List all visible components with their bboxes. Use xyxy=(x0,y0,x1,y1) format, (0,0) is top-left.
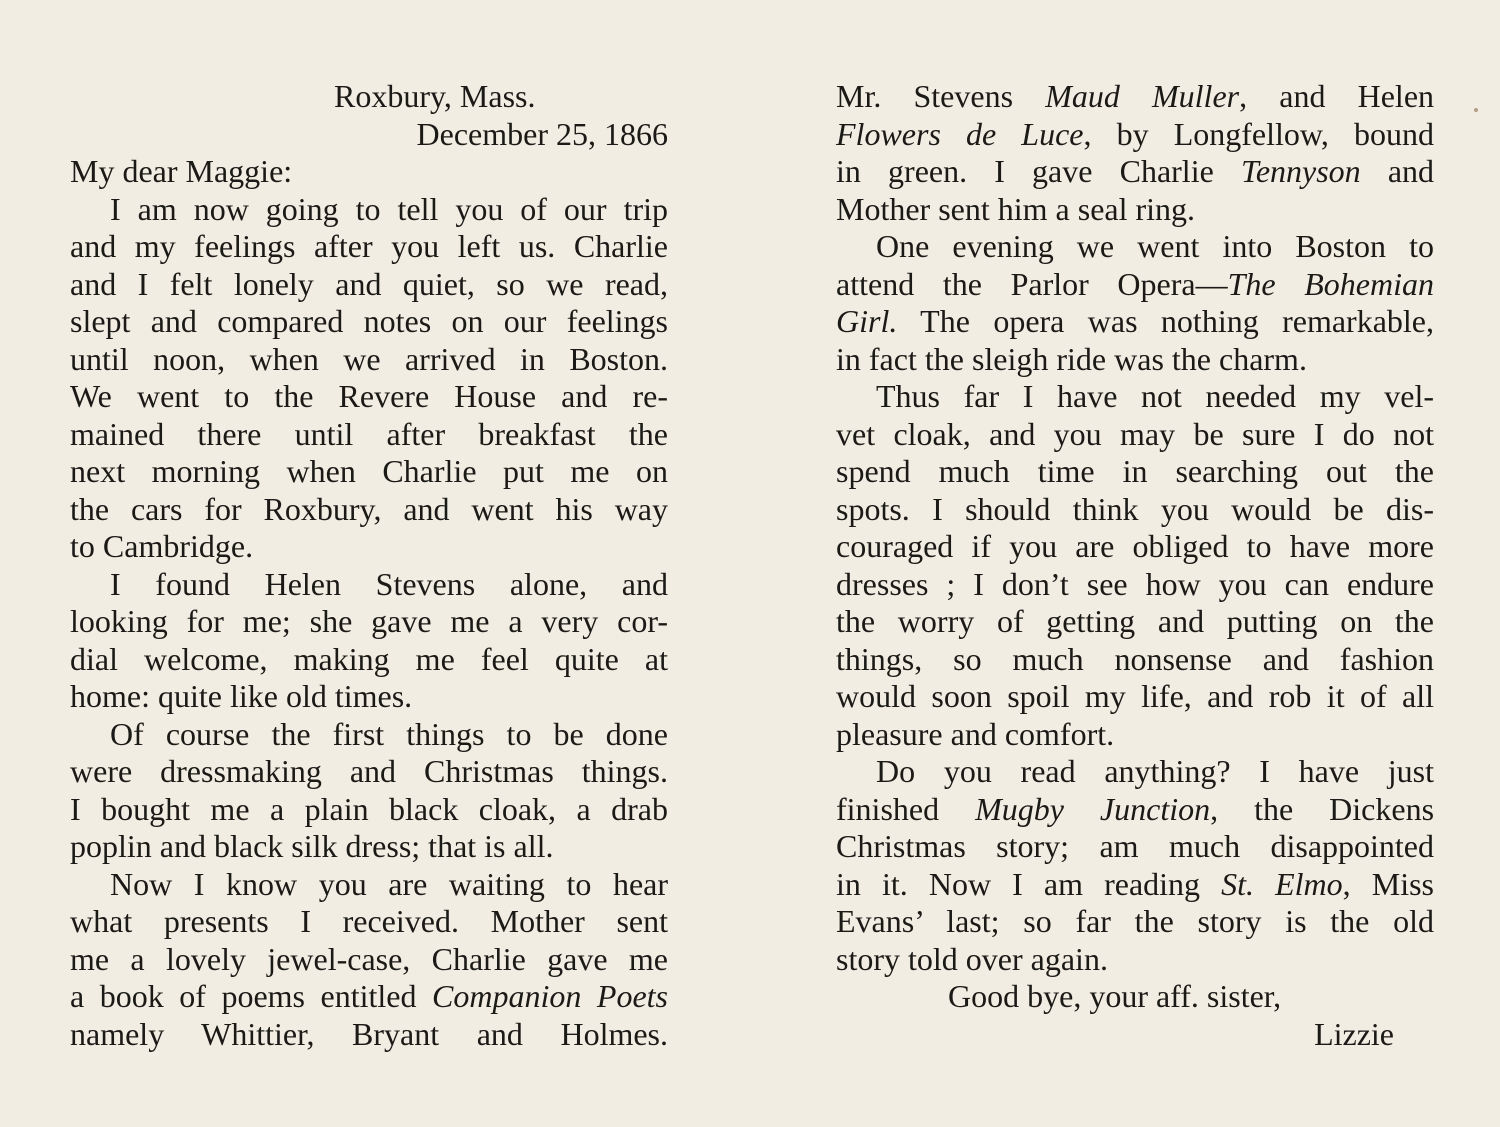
text-line: attend the Parlor Opera—The Bohemian xyxy=(836,265,1435,302)
text-line: spend much time in searching out the xyxy=(836,453,1434,489)
right-column xyxy=(836,78,1434,1053)
text-line: Girl. The opera was nothing remarkable, xyxy=(836,303,1435,339)
book-title: Maud Muller xyxy=(1045,78,1240,114)
letter-salutation: My dear Maggie: xyxy=(70,153,293,189)
text-line: dial welcome, making me feel quite at xyxy=(70,640,668,677)
text-line: the worry of getting and putting on the xyxy=(836,603,1434,639)
text-line: couraged if you are obliged to have more xyxy=(836,528,1434,564)
text-line: the cars for Roxbury, and went his way xyxy=(70,490,668,527)
letter-date: December 25, 1866 xyxy=(416,115,668,152)
text-line: story told over again. xyxy=(836,940,1108,977)
text-line: in fact the sleigh ride was the charm. xyxy=(836,340,1307,377)
book-title: Mugby Junction xyxy=(975,790,1211,827)
opera-title: The Bohemian xyxy=(1227,265,1435,302)
book-title: Tennyson xyxy=(1240,153,1361,189)
text-line: and my feelings after you left us. Charlie xyxy=(70,228,668,264)
text-line: in it. Now I am reading St. Elmo, Miss xyxy=(836,865,1435,902)
text-line: next morning when Charlie put me on xyxy=(70,453,668,489)
text-line: namely Whittier, Bryant and Holmes. xyxy=(70,1015,668,1052)
book-title: St. Elmo xyxy=(1221,865,1343,902)
text-line: looking for me; she gave me a very cor- xyxy=(70,603,668,639)
text-line: vet cloak, and you may be sure I do not xyxy=(836,415,1434,452)
text-line: Christmas story; am much disappointed xyxy=(836,828,1434,864)
paper-speck xyxy=(1474,108,1478,112)
text-line: We went to the Revere House and re- xyxy=(70,378,668,414)
text-line: Evans’ last; so far the story is the old xyxy=(836,903,1434,939)
text-line: Thus far I have not needed my vel- xyxy=(876,378,1434,414)
left-column xyxy=(70,78,668,1053)
book-title: Companion Poets xyxy=(432,978,668,1014)
text-line: until noon, when we arrived in Boston. xyxy=(70,340,668,377)
text-line: mained there until after breakfast the xyxy=(70,415,668,452)
opera-title: Girl. xyxy=(836,303,898,339)
text-line: home: quite like old times. xyxy=(70,678,413,714)
text-line: in green. I gave Charlie Tennyson and xyxy=(836,153,1435,189)
text-line: Flowers de Luce, by Longfellow, bound xyxy=(836,115,1435,152)
text-line: to Cambridge. xyxy=(70,528,254,564)
text-line: would soon spoil my life, and rob it of all xyxy=(836,678,1434,714)
text-line: pleasure and comfort. xyxy=(836,715,1115,752)
letter-closing: Good bye, your aff. sister, xyxy=(948,978,1282,1014)
text-line: Do you read anything? I have just xyxy=(876,753,1434,789)
text-line: One evening we went into Boston to xyxy=(876,228,1434,264)
text-line: slept and compared notes on our feelings xyxy=(70,303,668,339)
text-line: finished Mugby Junction, the Dickens xyxy=(836,790,1435,827)
text-line: a book of poems entitled Companion Poets xyxy=(70,978,668,1014)
text-line: things, so much nonsense and fashion xyxy=(836,640,1434,677)
text-line: Now I know you are waiting to hear xyxy=(110,865,668,902)
letter-signature: Lizzie xyxy=(1314,1015,1394,1052)
text-line: and I felt lonely and quiet, so we read, xyxy=(70,265,668,302)
text-line: Mr. Stevens Maud Muller, and Helen xyxy=(836,78,1435,114)
text-line: were dressmaking and Christmas things. xyxy=(70,753,668,789)
text-line: Mother sent him a seal ring. xyxy=(836,190,1196,227)
text-line: dresses ; I don’t see how you can endure xyxy=(836,565,1434,602)
text-line: Of course the first things to be done xyxy=(110,715,668,752)
letter-place: Roxbury, Mass. xyxy=(334,78,536,114)
text-line: poplin and black silk dress; that is all. xyxy=(70,828,554,864)
text-line: I found Helen Stevens alone, and xyxy=(110,565,668,602)
text-line: I am now going to tell you of our trip xyxy=(110,190,668,227)
text-line: what presents I received. Mother sent xyxy=(70,903,668,939)
book-title: Flowers de Luce xyxy=(836,115,1084,152)
text-line: I bought me a plain black cloak, a drab xyxy=(70,790,668,827)
text-line: me a lovely jewel-case, Charlie gave me xyxy=(70,940,668,977)
text-line: spots. I should think you would be dis- xyxy=(836,490,1434,527)
